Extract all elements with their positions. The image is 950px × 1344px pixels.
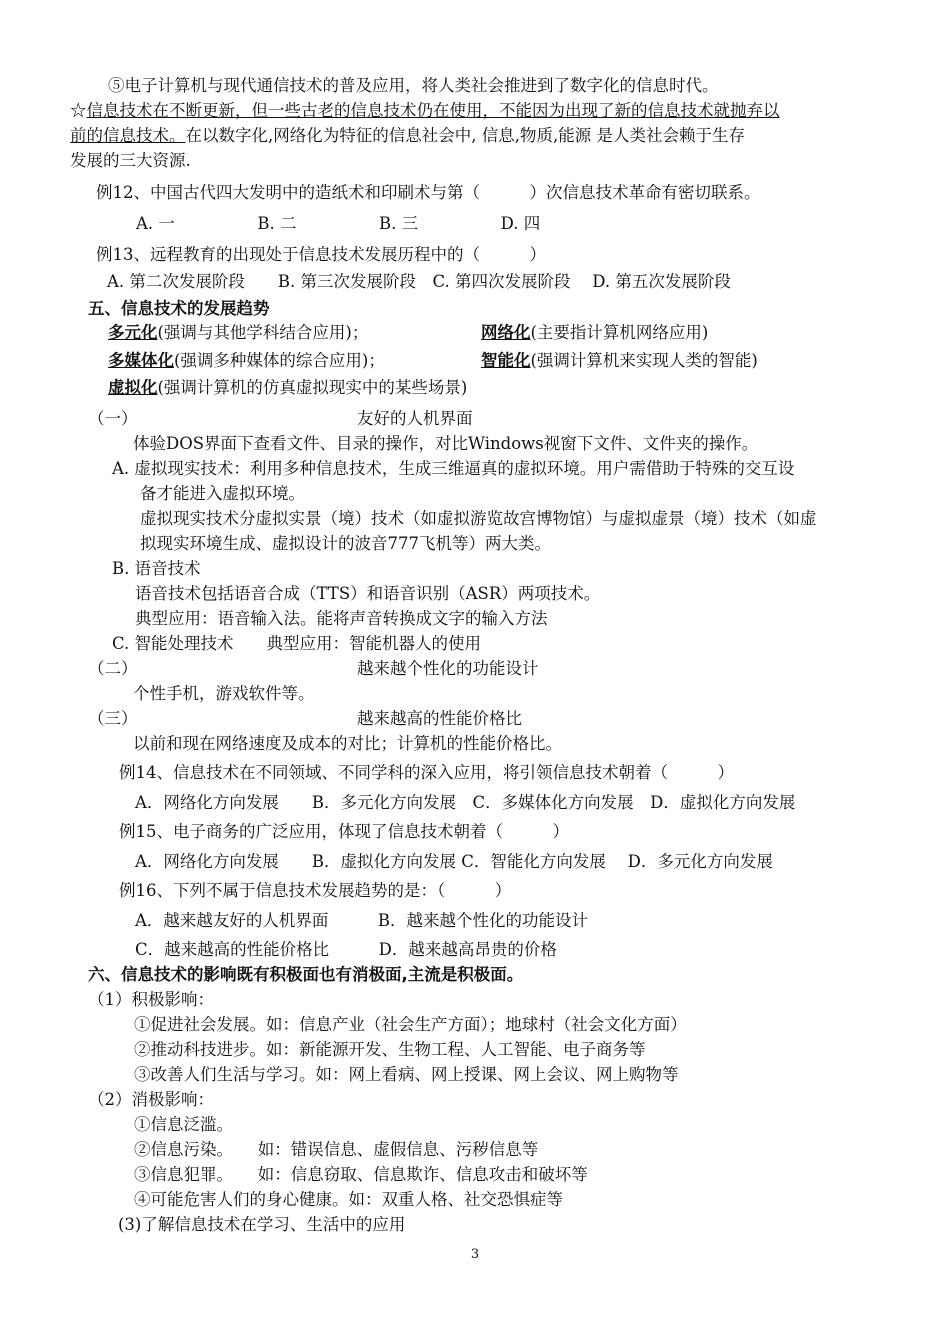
subsection-title: 越来越高的性能价格比 [357, 709, 522, 728]
answer-options: C．越来越高的性能价格比 D．越来越高昂贵的价格 [135, 940, 557, 959]
text-line: 智能化(强调计算机来实现人类的智能) [481, 351, 758, 370]
answer-options: A．网络化方向发展 B．虚拟化方向发展 C．智能化方向发展 D．多元化方向发展 [135, 852, 773, 871]
text-line [70, 99, 780, 123]
subsection-title: 友好的人机界面 [357, 409, 473, 428]
text-line: （1）积极影响： [88, 990, 214, 1009]
text-line: 多媒体化(强调多种媒体的综合应用)； [108, 351, 385, 370]
subsection-number: （一） [88, 409, 138, 428]
list-item: ③改善人们生活与学习。如：网上看病、网上授课、网上会议、网上购物等 [134, 1065, 679, 1084]
text-line: (3)了解信息技术在学习、生活中的应用 [118, 1215, 406, 1234]
underlined-text: 信息技术在不断更新，但一些古老的信息技术仍在使用，不能因为出现了新的信息技术就抛弃以 [86, 101, 780, 120]
text-line: ⑤电子计算机与现代通信技术的普及应用，将人类社会推进到了数字化的信息时代。 [108, 76, 719, 95]
example-question: 例16、下列不属于信息技术发展趋势的是：（ ） [119, 881, 512, 900]
list-item: ①促进社会发展。如：信息产业（社会生产方面）；地球村（社会文化方面） [134, 1015, 687, 1034]
list-item: ②推动科技进步。如：新能源开发、生物工程、人工智能、电子商务等 [134, 1040, 646, 1059]
text-line: B. 语音技术 [112, 559, 201, 578]
text-line: C. 智能处理技术 典型应用：智能机器人的使用 [112, 634, 482, 653]
section-heading: 六、信息技术的影响既有积极面也有消极面,主流是积极面。 [88, 965, 524, 984]
answer-options: A．网络化方向发展 B．多元化方向发展 C．多媒体化方向发展 D．虚拟化方向发展 [135, 793, 796, 812]
star-icon: ☆ [70, 101, 87, 120]
answer-options: A. 一 B. 二 B. 三 D. 四 [136, 214, 541, 233]
subsection-number: （二） [88, 659, 138, 678]
subsection-title: 越来越个性化的功能设计 [357, 659, 539, 678]
text-line: A. 虚拟现实技术：利用多种信息技术，生成三维逼真的虚拟环境。用户需借助于特殊的交互设 [112, 459, 795, 478]
list-item: ②信息污染。 如：错误信息、虚假信息、污秽信息等 [134, 1140, 539, 1159]
text-line: 虚拟现实技术分虚拟实景（境）技术（如虚拟游览故宫博物馆）与虚拟虚景（境）技术（如虚 [140, 509, 817, 528]
text-line: 发展的三大资源. [70, 151, 191, 170]
example-question: 例12、中国古代四大发明中的造纸术和印刷术与第（ ）次信息技术革命有密切联系。 [96, 183, 761, 202]
underlined-text: 前的信息技术。 [70, 126, 186, 145]
text-line: 典型应用：语音输入法。能将声音转换成文字的输入方法 [135, 609, 548, 628]
example-question: 例15、电子商务的广泛应用，体现了信息技术朝着（ ） [119, 822, 569, 841]
text-line: 网络化(主要指计算机网络应用) [481, 323, 709, 342]
text-line: 以前和现在网络速度及成本的对比；计算机的性能价格比。 [133, 734, 562, 753]
text-line: 体验DOS界面下查看文件、目录的操作，对比Windows视窗下文件、文件夹的操作。 [133, 434, 759, 453]
text-line: 前的信息技术。在以数字化,网络化为特征的信息社会中, 信息,物质,能源 是人类社会赖于生存 [70, 126, 745, 145]
page-number: 3 [470, 1247, 480, 1262]
list-item: ①信息泛滥。 [134, 1115, 233, 1134]
subsection-number: （三） [88, 709, 138, 728]
example-question: 例14、信息技术在不同领域、不同学科的深入应用，将引领信息技术朝着（ ） [119, 763, 734, 782]
list-item: ③信息犯罪。 如：信息窃取、信息欺诈、信息攻击和破坏等 [134, 1165, 588, 1184]
section-heading: 五、信息技术的发展趋势 [88, 299, 270, 318]
answer-options: A. 第二次发展阶段 B. 第三次发展阶段 C. 第四次发展阶段 D. 第五次发展阶段 [107, 272, 731, 291]
text-line: （2）消极影响： [88, 1090, 214, 1109]
text-line: 语音技术包括语音合成（TTS）和语音识别（ASR）两项技术。 [135, 584, 601, 603]
list-item: ④可能危害人们的身心健康。如：双重人格、社交恐惧症等 [134, 1190, 563, 1209]
text-line: 多元化(强调与其他学科结合应用)； [108, 323, 369, 342]
answer-options: A．越来越友好的人机界面 B．越来越个性化的功能设计 [135, 911, 589, 930]
text-line: 备才能进入虚拟环境。 [140, 484, 305, 503]
text-line: 拟现实环境生成、虚拟设计的波音777飞机等）两大类。 [140, 534, 551, 553]
text-line: 虚拟化(强调计算机的仿真虚拟现实中的某些场景) [108, 378, 468, 397]
text-line: 个性手机，游戏软件等。 [133, 684, 315, 703]
example-question: 例13、远程教育的出现处于信息技术发展历程中的（ ） [96, 245, 546, 264]
